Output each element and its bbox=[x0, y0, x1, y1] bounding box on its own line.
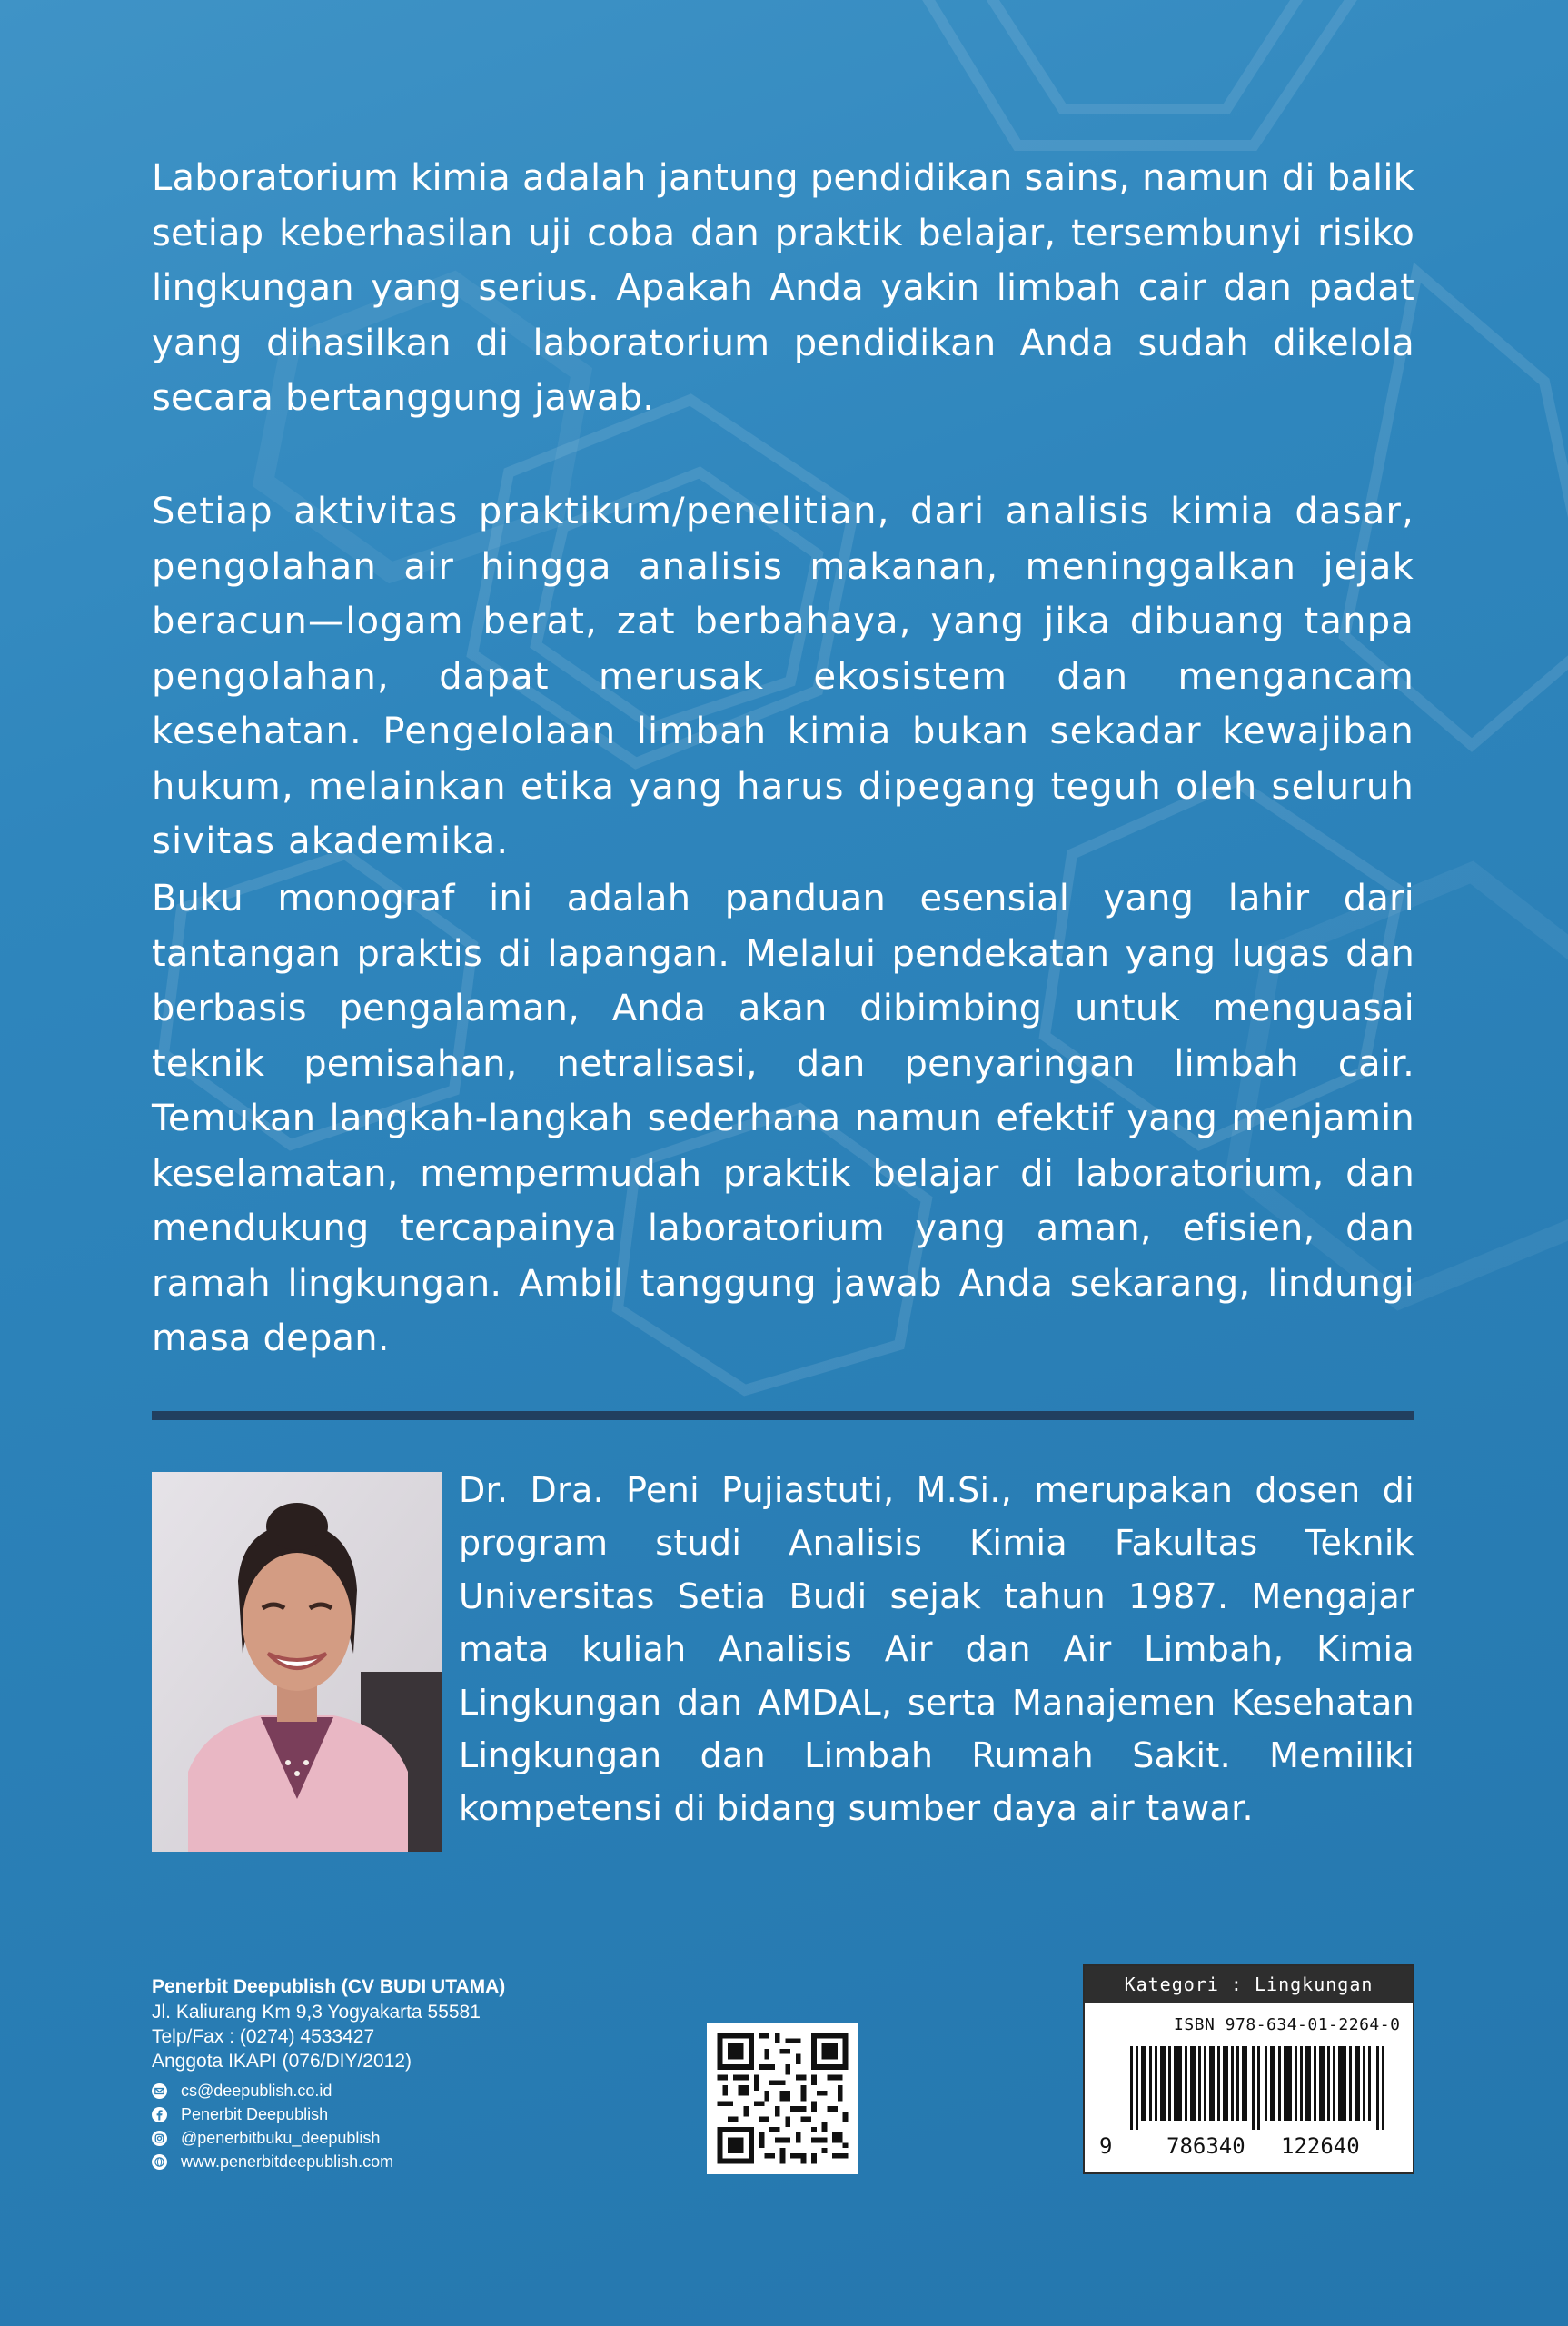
blurb-paragraph-3: Buku monograf ini adalah panduan esensial yang lahir dari tantangan praktis di lapangan. Melalui pendekatan yang lugas dan berbasis pengalaman, Anda akan dibimbing untuk menguasai teknik pemisahan, netralisasi, dan penyaringan limbah cair. Temukan langkah-langkah sederhana namun efektif yang menjamin keselamatan, mempermudah praktik belajar di laboratorium, dan mendukung tercapainya laboratorium yang aman, efisien, dan ramah lingkungan. Ambil tanggung jawab Anda sekarang, lindungi masa depan. bbox=[152, 878, 1414, 1359]
author-bio: Dr. Dra. Peni Pujiastuti, M.Si., merupakan dosen di program studi Analisis Kimia Fakultas Teknik Universitas Setia Budi sejak tahun 1987. Mengajar mata kuliah Analisis Air dan Air Limbah, Kimia Lingkungan dan AMDAL, serta Manajemen Kesehatan Lingkungan dan Limbah Rumah Sakit. Memiliki kompetensi di bidang sumber daya air tawar. bbox=[459, 1470, 1414, 1829]
barcode-bars bbox=[1130, 2046, 1384, 2130]
publisher-name: Penerbit Deepublish (CV BUDI UTAMA) bbox=[152, 1976, 506, 1997]
contact-instagram bbox=[152, 2126, 624, 2150]
author-portrait-illustration bbox=[152, 1472, 442, 1852]
instagram-icon bbox=[152, 2131, 167, 2146]
barcode-digit-prefix: 9 bbox=[1099, 2133, 1113, 2159]
qr-code-pattern bbox=[707, 2023, 858, 2174]
contact-website bbox=[152, 2150, 624, 2173]
section-divider bbox=[152, 1411, 1414, 1420]
qr-code[interactable] bbox=[707, 2023, 858, 2174]
barcode-digits-right: 122640 bbox=[1281, 2133, 1360, 2159]
facebook-icon bbox=[152, 2107, 167, 2122]
contact-facebook bbox=[152, 2102, 624, 2126]
isbn-barcode bbox=[1083, 1964, 1414, 2174]
publisher-phone: Telp/Fax : (0274) 4533427 bbox=[152, 2026, 375, 2047]
contact-email-text[interactable]: cs@deepublish.co.id bbox=[181, 2082, 332, 2100]
contact-website-text[interactable]: www.penerbitdeepublish.com bbox=[181, 2152, 394, 2171]
blurb-paragraph-2: Setiap aktivitas praktikum/penelitian, dari analisis kimia dasar, pengolahan air hingga analisis makanan, meninggalkan jejak beracun—logam berat, zat berbahaya, yang jika dibuang tanpa pengolahan, dapat merusak ekosistem dan mengancam kesehatan. Pengelolaan limbah kimia bukan sekadar kewajiban hukum, melainkan etika yang harus dipegang teguh oleh seluruh sivitas akademika. bbox=[152, 491, 1414, 862]
isbn-number: ISBN 978-634-01-2264-0 bbox=[1174, 2015, 1401, 2034]
barcode-category: Kategori : Lingkungan bbox=[1085, 1966, 1413, 2003]
email-icon bbox=[152, 2083, 167, 2099]
author-photo bbox=[152, 1472, 442, 1852]
publisher-info bbox=[152, 1974, 624, 2173]
globe-icon bbox=[152, 2154, 167, 2170]
contact-facebook-text[interactable]: Penerbit Deepublish bbox=[181, 2105, 329, 2123]
publisher-address: Jl. Kaliurang Km 9,3 Yogyakarta 55581 bbox=[152, 2002, 481, 2023]
publisher-membership: Anggota IKAPI (076/DIY/2012) bbox=[152, 2051, 412, 2072]
blurb-paragraph-1: Laboratorium kimia adalah jantung pendidikan sains, namun di balik setiap keberhasilan uji coba dan praktik belajar, tersembunyi risiko lingkungan yang serius. Apakah Anda yakin limbah cair dan padat yang dihasilkan di laboratorium pendidikan Anda sudah dikelola secara bertanggung jawab. bbox=[152, 157, 1414, 419]
barcode-digits-left: 786340 bbox=[1166, 2133, 1245, 2159]
contact-instagram-text[interactable]: @penerbitbuku_deepublish bbox=[181, 2129, 381, 2147]
contact-list bbox=[152, 2079, 624, 2173]
contact-email bbox=[152, 2079, 624, 2102]
